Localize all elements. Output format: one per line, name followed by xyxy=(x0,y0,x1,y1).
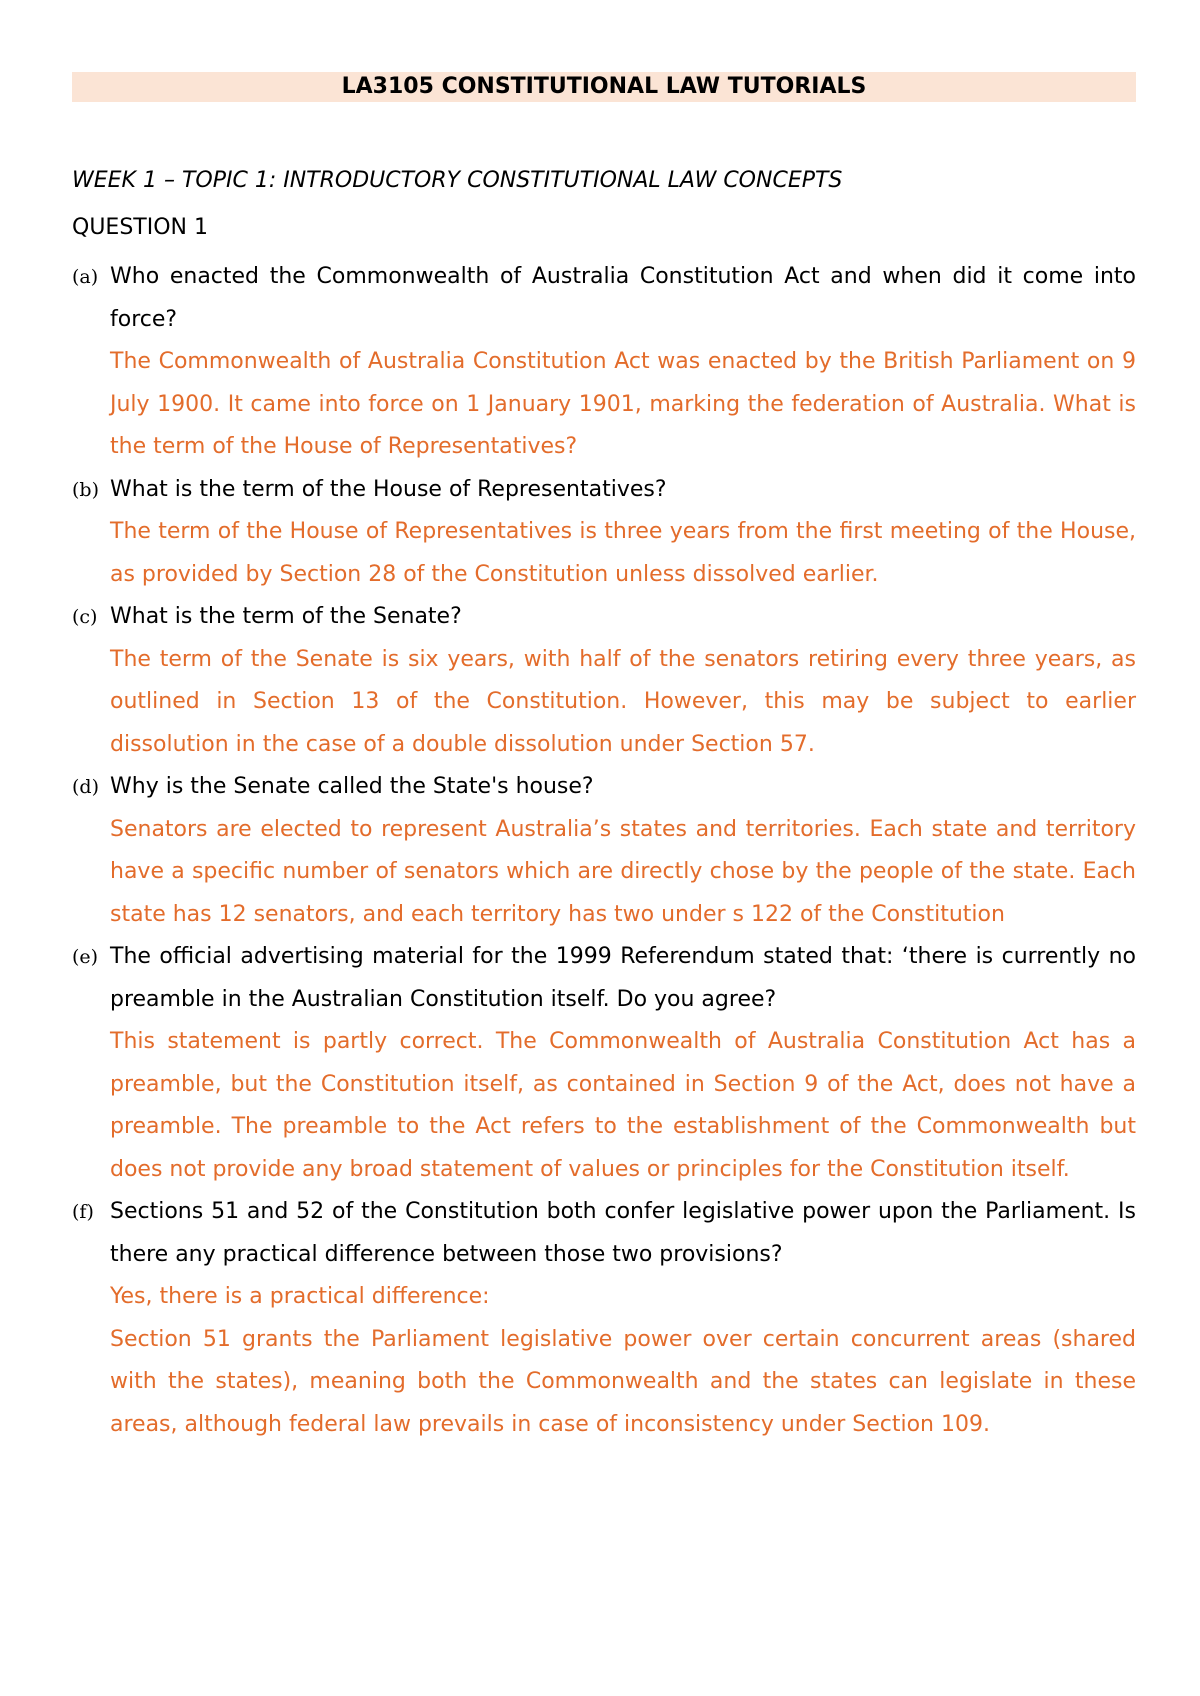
answer-text xyxy=(110,809,1136,937)
answer-paragraph: Senators are elected to represent Australia’s states and territories. Each state and territory have a specific number of senators which are directly chose by the people of the state. Each state has 12 senators, and each territory has two under s 122 of the Constitution xyxy=(110,816,1136,927)
answer-paragraph-extra: Section 51 grants the Parliament legislative power over certain concurrent areas (shared with the states), meaning both the Commonwealth and the states can legislate in these areas, although federal law prevails in case of inconsistency under Section 109. xyxy=(110,1326,1136,1437)
question-text: What is the term of the House of Representatives? xyxy=(110,476,667,502)
week-heading: WEEK 1 – TOPIC 1: INTRODUCTORY CONSTITUTIONAL LAW CONCEPTS xyxy=(72,168,843,193)
question-text: What is the term of the Senate? xyxy=(110,604,462,629)
question-item-e xyxy=(72,936,1136,1191)
answer-text xyxy=(110,1021,1136,1191)
answer-paragraph: This statement is partly correct. The Commonwealth of Australia Constitution Act has a preamble, but the Constitution itself, as contained in Section 9 of the Act, does not have a preamble. The preamble to the Act refers to the establishment of the Commonwealth but does not provide any broad statement of values or principles for the Constitution itself. xyxy=(110,1029,1136,1182)
question-label: QUESTION 1 xyxy=(72,215,208,240)
answer-paragraph: The term of the Senate is six years, with half of the senators retiring every three years, as outlined in Section 13 of the Constitution. However, this may be subject to earlier dissolution in the case of a double dissolution under Section 57. xyxy=(110,646,1136,757)
answer-text xyxy=(110,511,1136,596)
question-item-b xyxy=(72,469,1136,597)
question-text: The official advertising material for the 1999 Referendum stated that: ‘there is currently no preamble in the Australian Constitution itself. Do you agree? xyxy=(110,944,1136,1012)
item-marker: (a) xyxy=(72,266,99,288)
question-item-c xyxy=(72,596,1136,766)
question-list xyxy=(72,256,1136,1446)
item-marker: (d) xyxy=(72,776,99,798)
answer-paragraph: The term of the House of Representatives is three years from the first meeting of the House, as provided by Section 28 of the Constitution unless dissolved earlier. xyxy=(110,519,1136,587)
item-marker: (f) xyxy=(72,1201,94,1223)
question-item-a xyxy=(72,256,1136,469)
question-text: Who enacted the Commonwealth of Australia Constitution Act and when did it come into force? xyxy=(110,264,1136,332)
question-item-d xyxy=(72,766,1136,936)
answer-text xyxy=(110,341,1136,469)
answer-text xyxy=(110,639,1136,767)
answer-text xyxy=(110,1276,1136,1446)
item-marker: (c) xyxy=(72,606,98,628)
question-text: Why is the Senate called the State's house? xyxy=(110,774,594,799)
question-item-f xyxy=(72,1191,1136,1446)
document-title: LA3105 CONSTITUTIONAL LAW TUTORIALS xyxy=(72,72,1136,102)
question-text: Sections 51 and 52 of the Constitution both confer legislative power upon the Parliament. Is there any practical difference between those two provisions? xyxy=(110,1199,1136,1267)
item-marker: (b) xyxy=(72,478,99,501)
answer-paragraph: The Commonwealth of Australia Constitution Act was enacted by the British Parliament on 9 July 1900. It came into force on 1 January 1901, marking the federation of Australia. What is the term of the House of Representatives? xyxy=(110,349,1136,459)
item-marker: (e) xyxy=(72,946,99,968)
answer-paragraph: Yes, there is a practical difference: xyxy=(110,1284,490,1309)
